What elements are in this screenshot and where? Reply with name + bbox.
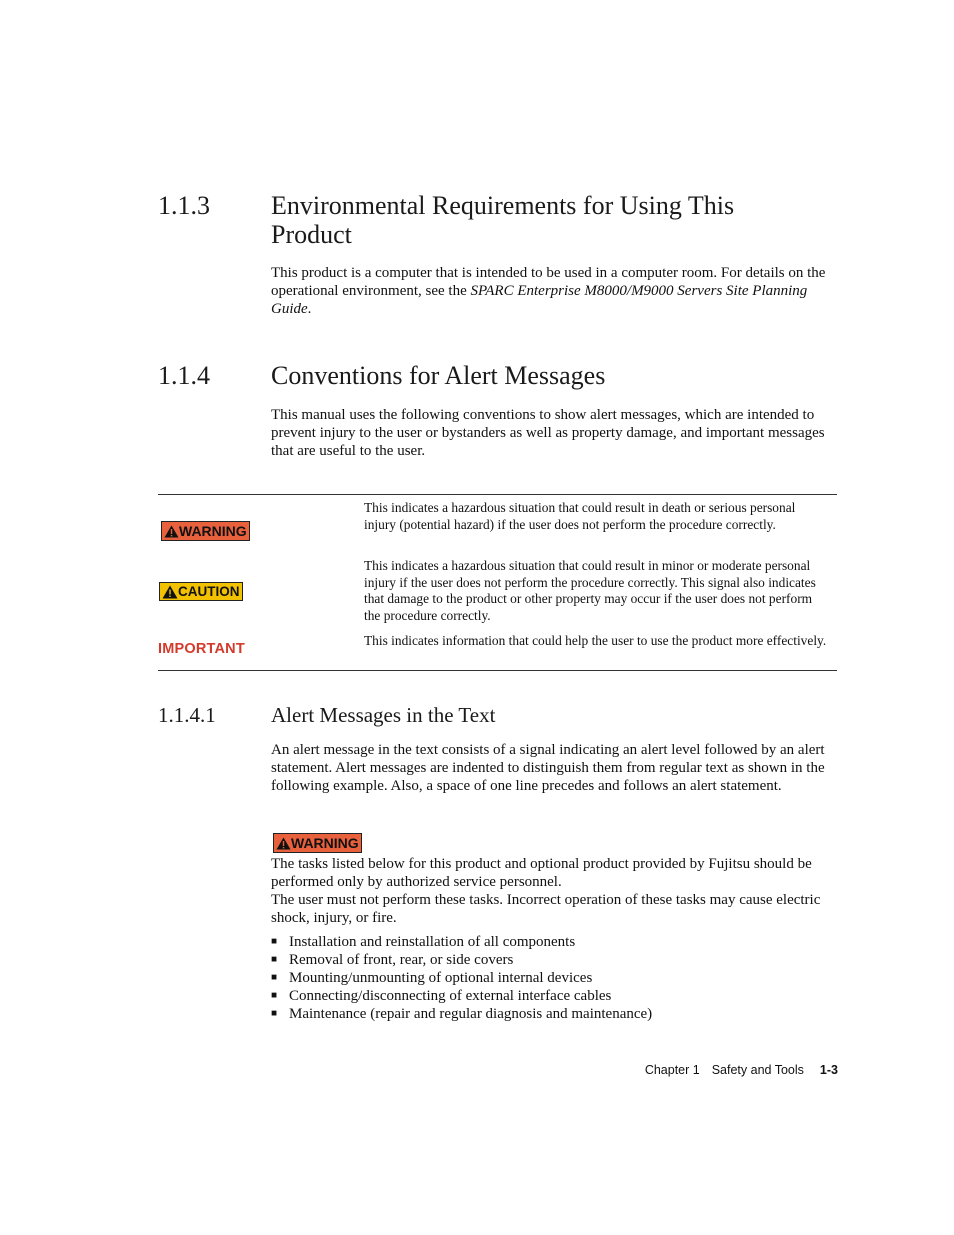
bullet-icon: ■ <box>271 990 278 1001</box>
page-footer <box>645 1063 838 1077</box>
alert-conventions-table <box>158 494 837 671</box>
bullet-icon: ■ <box>271 936 278 947</box>
section-title: Alert Messages in the Text <box>271 703 496 727</box>
example-warning-signal <box>273 833 362 853</box>
manual-reference: SPARC Enterprise M8000/M9000 Servers Site Planning Guide <box>271 283 808 317</box>
list-item-text: Removal of front, rear, or side covers <box>289 952 514 968</box>
page-number: 1-3 <box>819 1063 838 1077</box>
paragraph-text: . <box>307 301 312 317</box>
list-item-text: Connecting/disconnecting of external interface cables <box>289 988 612 1004</box>
list-item <box>271 987 831 1005</box>
alert-statement-line: The tasks listed below for this product and optional product provided by Fujitsu should be performed only by authorized service personnel. <box>271 856 812 890</box>
section-number: 1.1.4 <box>158 361 210 390</box>
warning-signal <box>161 521 250 541</box>
caution-triangle-icon <box>162 585 178 599</box>
list-item-text: Mounting/unmounting of optional internal devices <box>289 970 593 986</box>
alert-description: This indicates a hazardous situation that could result in death or serious personal injury (potential hazard) if the user does not perform the procedure correctly. <box>364 500 796 532</box>
footer-chapter: Chapter 1 <box>644 1063 700 1077</box>
bullet-icon: ■ <box>271 954 278 965</box>
footer-chapter-title: Safety and Tools <box>711 1063 804 1077</box>
list-item <box>271 951 831 969</box>
section-title: Conventions for Alert Messages <box>271 361 606 390</box>
warning-triangle-icon <box>164 525 179 538</box>
list-item-text: Installation and reinstallation of all components <box>289 934 576 950</box>
list-item <box>271 1005 831 1023</box>
list-item <box>271 969 831 987</box>
section-paragraph <box>271 264 839 318</box>
alert-description: This indicates information that could help the user to use the product more effectively. <box>364 633 827 648</box>
signal-label: WARNING <box>291 835 359 851</box>
section-paragraph: This manual uses the following conventions to show alert messages, which are intended to prevent injury to the user or bystanders as well as property damage, and important messages that are useful to the user. <box>271 407 825 459</box>
list-item <box>271 933 831 951</box>
bullet-icon: ■ <box>271 972 278 983</box>
section-paragraph: An alert message in the text consists of a signal indicating an alert level followed by an alert statement. Alert messages are indented to distinguish them from regular text as shown in the following example. Also, a space of one line precedes and follows an alert statement. <box>271 742 825 794</box>
list-item-text: Maintenance (repair and regular diagnosis and maintenance) <box>289 1006 653 1022</box>
alert-statement <box>271 855 839 927</box>
signal-label: CAUTION <box>178 584 240 599</box>
section-number: 1.1.4.1 <box>158 703 216 727</box>
paragraph-text: This product is a computer that is intended to be used in a computer room. For details on the operational environment, see the <box>271 265 826 299</box>
important-signal: IMPORTANT <box>158 641 245 657</box>
alert-statement-line: The user must not perform these tasks. Incorrect operation of these tasks may cause electric shock, injury, or fire. <box>271 892 821 926</box>
section-number: 1.1.3 <box>158 191 210 220</box>
section-title: Environmental Requirements for Using This Product <box>271 191 735 249</box>
bullet-icon: ■ <box>271 1008 278 1019</box>
warning-triangle-icon <box>276 837 291 850</box>
alert-description: This indicates a hazardous situation that could result in minor or moderate personal injury if the user does not perform the procedure correctly. This signal also indicates that damage to the product or other property may occur if the user does not perform the procedure correctly. <box>364 558 816 623</box>
signal-label: WARNING <box>179 523 247 539</box>
task-list <box>271 933 831 1023</box>
caution-signal <box>159 582 243 601</box>
